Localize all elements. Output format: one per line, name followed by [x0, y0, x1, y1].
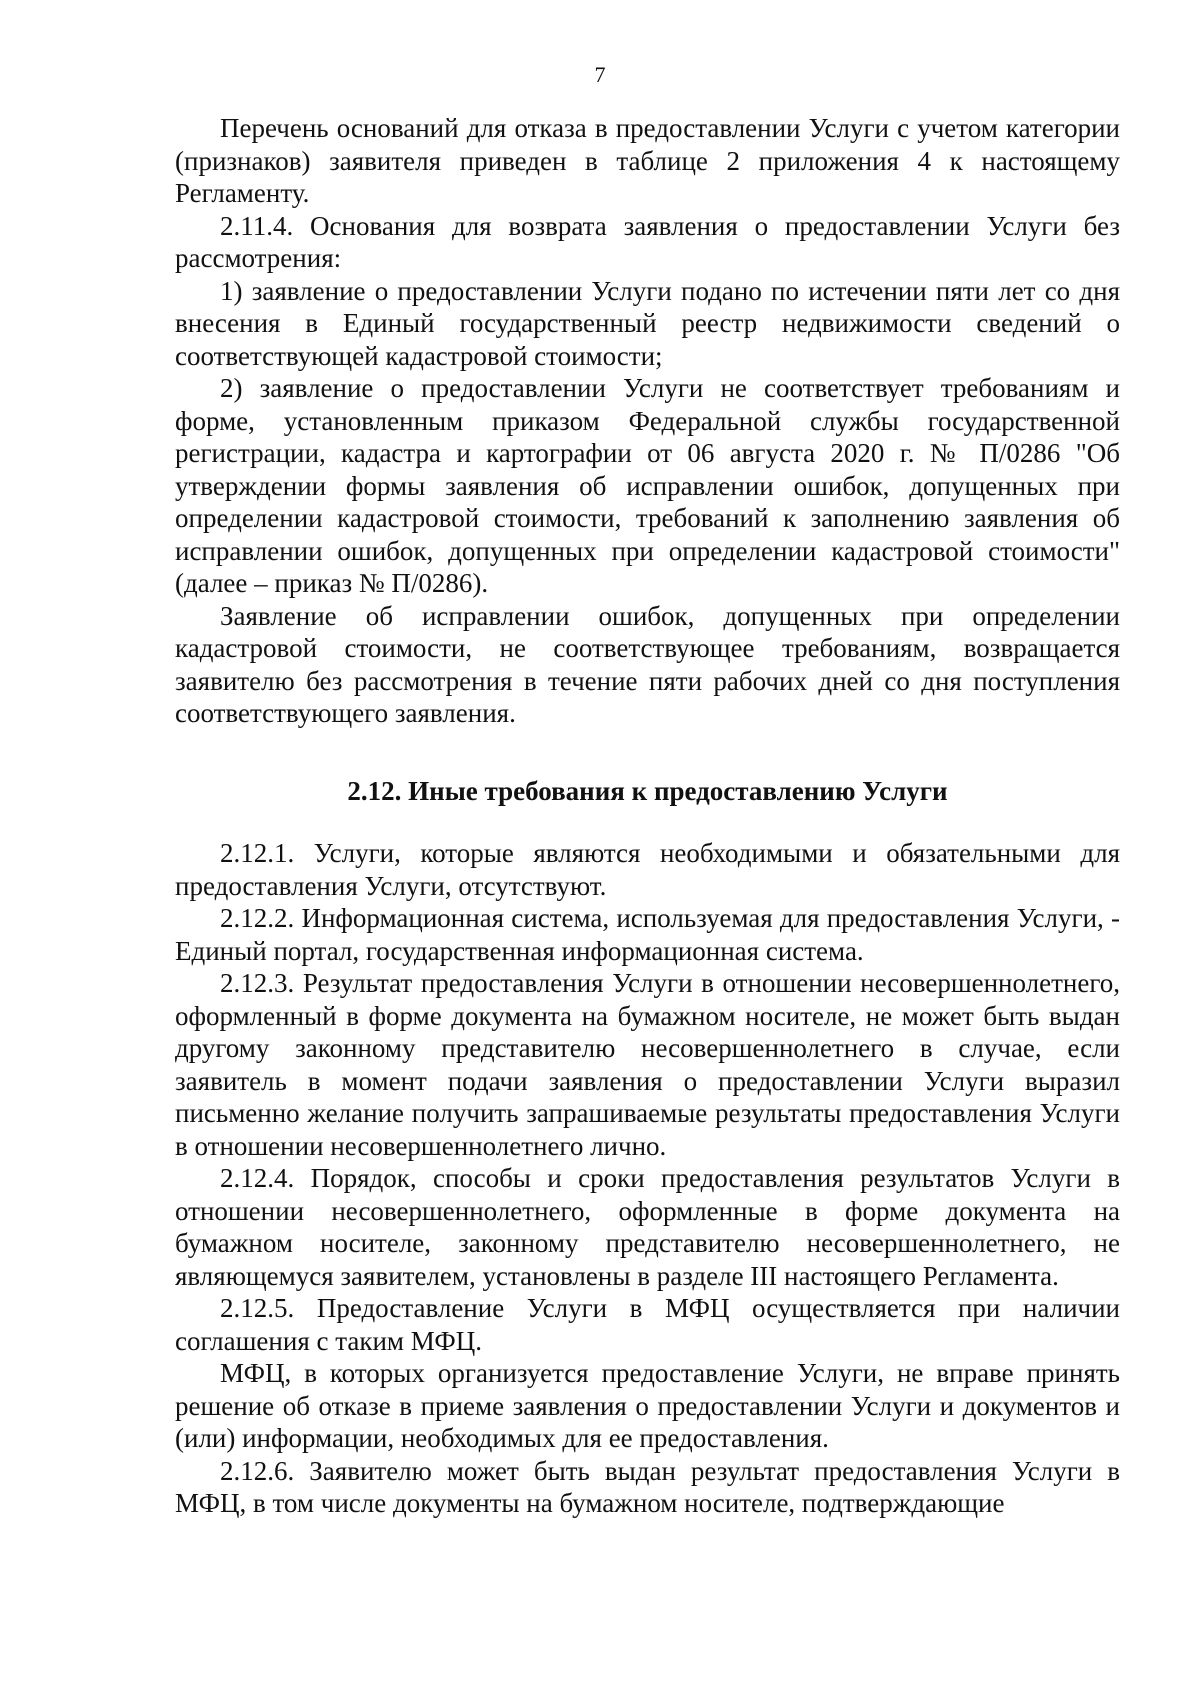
paragraph-return-ground-1: 1) заявление о предоставлении Услуги подано по истечении пяти лет со дня внесения в Единый государственный реестр недвижимости сведений о соответствующей кадастровой стоимости;: [175, 275, 1120, 371]
paragraph-2-12-4: 2.12.4. Порядок, способы и сроки предоставления результатов Услуги в отношении несовершеннолетнего, оформленные в форме документа на бумажном носителе, законному представителю несовершеннолетнего, не являющемуся заявителем, установлены в разделе III настоящего Регламента.: [175, 1163, 1120, 1291]
page-number: 7: [594, 62, 606, 87]
paragraph-2-12-1: 2.12.1. Услуги, которые являются необходимыми и обязательными для предоставления Услуги, отсутствуют.: [175, 838, 1120, 901]
paragraph-return-ground-2: 2) заявление о предоставлении Услуги не соответствует требованиям и форме, установленным приказом Федеральной службы государственной регистрации, кадастра и картографии от 06 августа 2020 г. № П/0286 "Об утверждении формы заявления об исправлении ошибок, допущенных при определении кадастровой стоимости, требований к заполнению заявления об исправлении ошибок, допущенных при определении кадастровой стоимости" (далее – приказ № П/0286).: [175, 373, 1120, 598]
paragraph-2-12-2: 2.12.2. Информационная система, используемая для предоставления Услуги, - Единый портал, государственная информационная система.: [175, 903, 1120, 966]
paragraph-2-12-5: 2.12.5. Предоставление Услуги в МФЦ осуществляется при наличии соглашения с таким МФЦ.: [175, 1293, 1120, 1356]
section-heading: 2.12. Иные требования к предоставлению Услуги: [347, 775, 948, 806]
paragraph-refusal-grounds-list: Перечень оснований для отказа в предоставлении Услуги с учетом категории (признаков) заявителя приведен в таблице 2 приложения 4 к настоящему Регламенту.: [175, 113, 1120, 208]
paragraph-2-12-6: 2.12.6. Заявителю может быть выдан результат предоставления Услуги в МФЦ, в том числе документы на бумажном носителе, подтверждающие: [175, 1455, 1120, 1518]
paragraph-mfc-restriction: МФЦ, в которых организуется предоставление Услуги, не вправе принять решение об отказе в приеме заявления о предоставлении Услуги и документов и (или) информации, необходимых для ее предоставления.: [175, 1358, 1120, 1453]
paragraph-return-statement: Заявление об исправлении ошибок, допущенных при определении кадастровой стоимости, не соответствующее требованиям, возвращается заявителю без рассмотрения в течение пяти рабочих дней со дня поступления соответствующего заявления.: [175, 600, 1120, 728]
paragraph-2-12-3: 2.12.3. Результат предоставления Услуги в отношении несовершеннолетнего, оформленный в форме документа на бумажном носителе, не может быть выдан другому законному представителю несовершеннолетнего в случае, если заявитель в момент подачи заявления о предоставлении Услуги выразил письменно желание получить запрашиваемые результаты предоставления Услуги в отношении несовершеннолетнего лично.: [175, 968, 1120, 1161]
document-body: [175, 112, 1120, 1520]
paragraph-2-11-4: 2.11.4. Основания для возврата заявления о предоставлении Услуги без рассмотрения:: [175, 210, 1120, 273]
